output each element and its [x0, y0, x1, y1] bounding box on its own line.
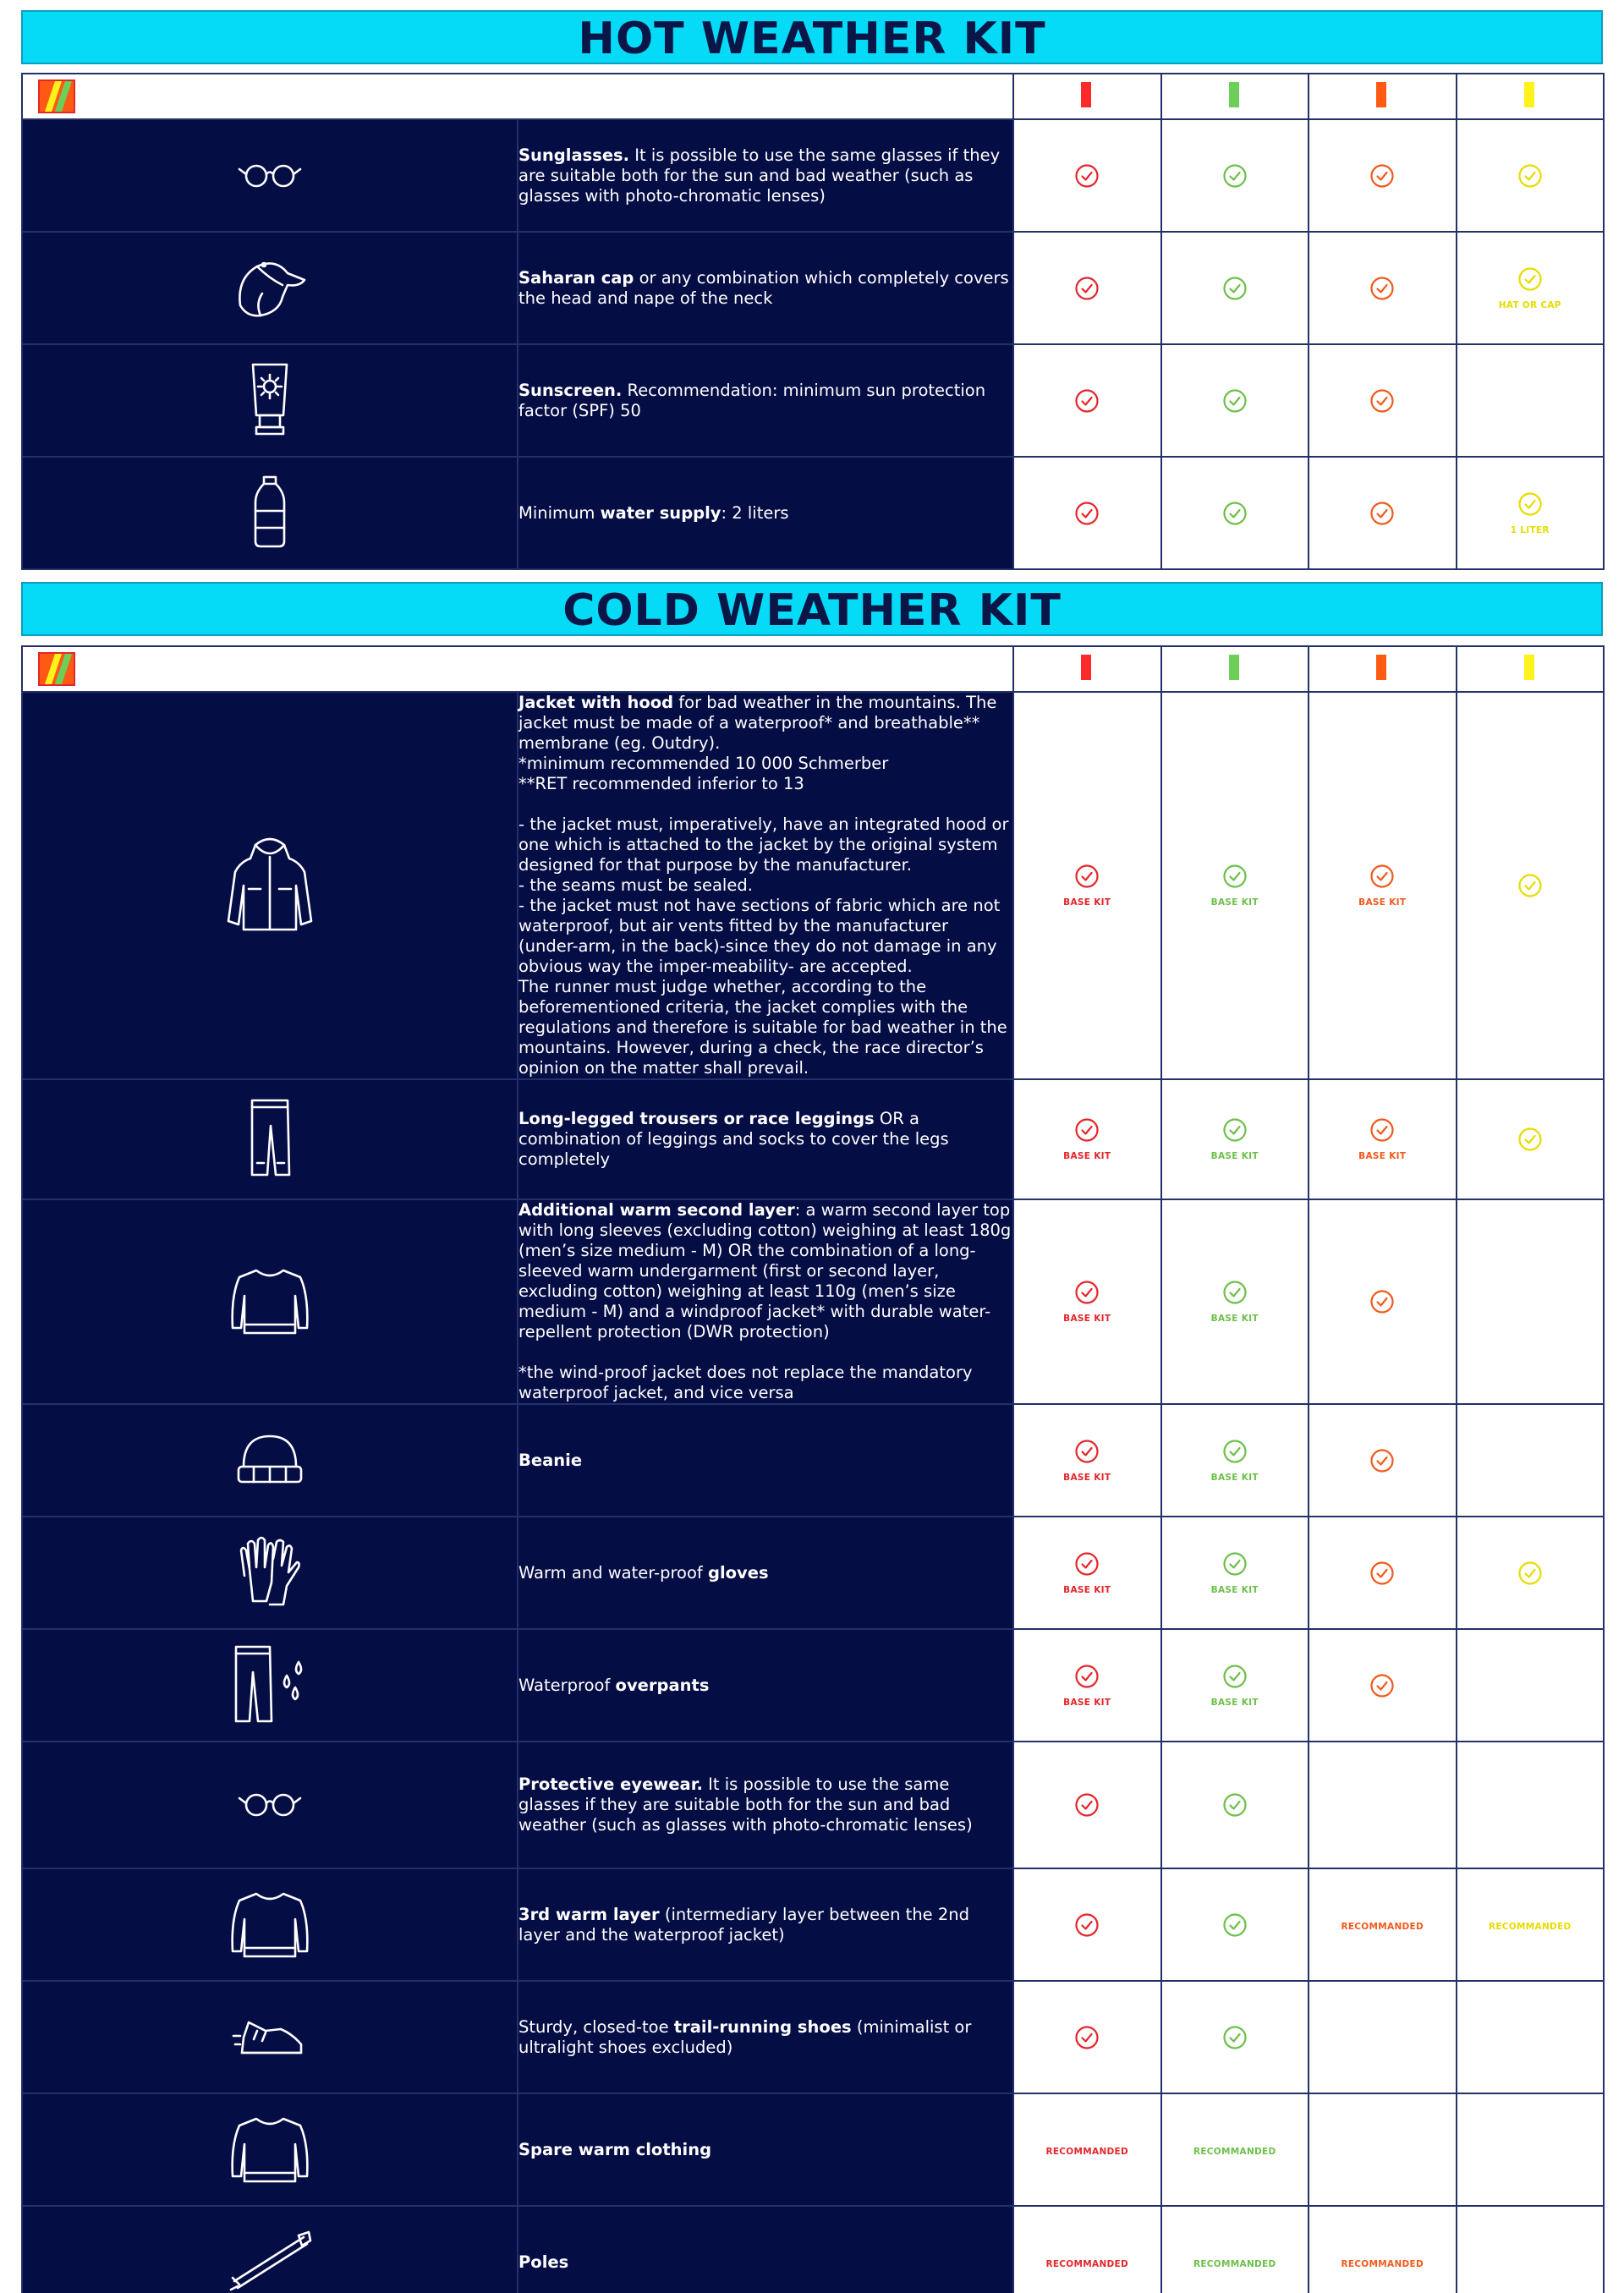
requirement-50k — [1309, 1404, 1457, 1517]
item-icon-cell — [22, 344, 518, 457]
required-check-icon — [1369, 504, 1395, 520]
cap-icon — [232, 253, 308, 324]
requirement-100m — [1013, 692, 1161, 1079]
requirement-50k — [1309, 2093, 1457, 2206]
race-logo-icon — [23, 88, 75, 104]
kit-row — [22, 119, 1604, 232]
requirement-20k — [1457, 1742, 1605, 1868]
kit-row — [22, 344, 1604, 457]
requirement-20k — [1457, 1868, 1605, 1981]
requirement-50k — [1309, 457, 1457, 569]
kit-row — [22, 457, 1604, 569]
category-50k — [1309, 646, 1457, 692]
kit-row — [22, 1981, 1604, 2093]
requirement-100k — [1161, 2206, 1309, 2293]
kit-row — [22, 2093, 1604, 2206]
requirement-note: BASE KIT — [1358, 897, 1407, 908]
required-check-icon — [1222, 392, 1248, 408]
requirement-100m — [1013, 1079, 1161, 1199]
requirement-100k — [1161, 2093, 1309, 2206]
item-description: Poles — [518, 2206, 1013, 2293]
kit-row — [22, 1199, 1604, 1404]
requirement-100k — [1161, 232, 1309, 344]
item-icon-cell — [22, 1868, 518, 1981]
item-description: Jacket with hood for bad weather in the mountains. The jacket must be made of a waterproof* and breathable** membrane (eg. Outdry). *minimum recommended 10 000 Schmerber **RET recommended inferior to 13 - the jacket must, imperatively, have an integrated hood or one which is attached to the jacket by the original system designed for that purpose by the manufacturer. - the seams must be sealed. - the jacket must not have sections of fabric which are not waterproof, but air vents fitted by the manufacturer (under-arm, in the back)-since they do not damage in any obvious way the imper-meability- are accepted. The runner must judge whether, according to the beforementioned criteria, the jacket complies with the regulations and therefore is suitable for bad weather in the mountains. However, during a check, the race director’s opinion on the matter shall prevail. — [518, 692, 1013, 1079]
beanie-icon — [232, 1429, 308, 1492]
category-100m — [1013, 74, 1161, 119]
requirement-50k — [1309, 1981, 1457, 2093]
gloves-icon — [236, 1533, 304, 1613]
requirement-note: BASE KIT — [1210, 1472, 1259, 1483]
requirement-50k — [1309, 344, 1457, 457]
item-description: Protective eyewear. It is possible to use the same glasses if they are suitable both for the sun and bad weather (such as glasses with photo-chromatic lenses) — [518, 1742, 1013, 1868]
required-check-icon — [1074, 167, 1100, 183]
requirement-100m — [1013, 1742, 1161, 1868]
requirement-50k — [1309, 1629, 1457, 1742]
requirement-note: BASE KIT — [1210, 1151, 1259, 1161]
requirement-note: BASE KIT — [1063, 1151, 1111, 1161]
requirement-100k — [1161, 119, 1309, 232]
required-check-icon — [1074, 1284, 1100, 1300]
item-description: Long-legged trousers or race leggings OR a combination of leggings and socks to cover the legs completely — [518, 1079, 1013, 1199]
requirement-20k — [1457, 2206, 1605, 2293]
required-check-icon — [1074, 1797, 1100, 1813]
requirement-note: BASE KIT — [1210, 1314, 1259, 1324]
kit-row — [22, 1517, 1604, 1629]
category-label — [1229, 655, 1239, 680]
requirement-100m — [1013, 1199, 1161, 1404]
required-check-icon — [1222, 279, 1248, 295]
requirement-100k — [1161, 1868, 1309, 1981]
warm-layer-icon — [228, 1885, 312, 1965]
requirement-note: BASE KIT — [1358, 1151, 1407, 1161]
item-icon-cell — [22, 457, 518, 569]
item-description: Sunscreen. Recommendation: minimum sun protection factor (SPF) 50 — [518, 344, 1013, 457]
recommended-label: RECOMMANDED — [1193, 2259, 1276, 2269]
required-check-icon — [1074, 392, 1100, 408]
required-check-icon — [1369, 1122, 1395, 1138]
hot-weather-title: HOT WEATHER KIT — [21, 10, 1603, 64]
required-check-icon — [1369, 167, 1395, 183]
requirement-50k — [1309, 1517, 1457, 1629]
requirement-note: BASE KIT — [1063, 1472, 1111, 1483]
requirement-100k — [1161, 1404, 1309, 1517]
requirement-20k — [1457, 1517, 1605, 1629]
required-check-icon — [1074, 1122, 1100, 1138]
hooded-jacket-icon — [223, 833, 316, 938]
requirement-20k — [1457, 1079, 1605, 1199]
requirement-100k — [1161, 1742, 1309, 1868]
required-check-icon — [1369, 1451, 1395, 1467]
sunglasses-icon — [236, 157, 304, 195]
required-check-icon — [1074, 2028, 1100, 2044]
hot-weather-table — [21, 73, 1605, 570]
required-check-icon — [1222, 504, 1248, 520]
required-check-icon — [1517, 1564, 1543, 1580]
requirement-100m — [1013, 232, 1161, 344]
requirement-note: HAT OR CAP — [1498, 299, 1561, 310]
race-logo-icon — [23, 661, 75, 677]
requirement-20k — [1457, 1629, 1605, 1742]
category-20k — [1457, 646, 1605, 692]
required-check-icon — [1369, 868, 1395, 884]
kit-row — [22, 692, 1604, 1079]
requirement-100k — [1161, 1199, 1309, 1404]
requirement-100m — [1013, 2206, 1161, 2293]
recommended-label: RECOMMANDED — [1045, 2259, 1129, 2269]
required-check-icon — [1222, 1442, 1248, 1458]
requirement-50k — [1309, 692, 1457, 1079]
requirement-note: BASE KIT — [1210, 1584, 1259, 1595]
item-description: 3rd warm layer (intermediary layer between the 2nd layer and the waterproof jacket) — [518, 1868, 1013, 1981]
recommended-label: RECOMMANDED — [1341, 1922, 1424, 1932]
item-icon-cell — [22, 1079, 518, 1199]
requirement-100m — [1013, 1517, 1161, 1629]
required-check-icon — [1369, 1676, 1395, 1692]
required-check-icon — [1074, 504, 1100, 520]
required-check-icon — [1369, 392, 1395, 408]
required-check-icon — [1222, 167, 1248, 183]
required-check-icon — [1517, 167, 1543, 183]
requirement-50k — [1309, 2206, 1457, 2293]
requirement-100k — [1161, 1517, 1309, 1629]
water-bottle-icon — [249, 474, 291, 553]
hot-header-row — [22, 74, 1604, 119]
required-check-icon — [1222, 1916, 1248, 1932]
item-icon-cell — [22, 119, 518, 232]
requirement-note: BASE KIT — [1210, 1697, 1259, 1708]
sweater-icon — [228, 1262, 312, 1341]
requirement-100k — [1161, 692, 1309, 1079]
required-check-icon — [1517, 495, 1543, 511]
requirement-50k — [1309, 119, 1457, 232]
requirement-20k — [1457, 457, 1605, 569]
required-check-icon — [1222, 2028, 1248, 2044]
requirement-note: BASE KIT — [1063, 1584, 1111, 1595]
item-icon-cell — [22, 2093, 518, 2206]
trousers-icon — [240, 1095, 299, 1183]
kit-row — [22, 1629, 1604, 1742]
category-label — [1376, 655, 1386, 680]
requirement-note: BASE KIT — [1063, 897, 1111, 908]
requirement-100k — [1161, 1981, 1309, 2093]
required-check-icon — [1074, 279, 1100, 295]
requirement-note: BASE KIT — [1063, 1697, 1111, 1708]
item-description: Saharan cap or any combination which completely covers the head and nape of the neck — [518, 232, 1013, 344]
item-icon-cell — [22, 1199, 518, 1404]
requirement-50k — [1309, 1079, 1457, 1199]
category-label — [1376, 82, 1386, 107]
kit-row — [22, 1079, 1604, 1199]
item-icon-cell — [22, 232, 518, 344]
logo-cell — [22, 74, 1013, 119]
item-description: Spare warm clothing — [518, 2093, 1013, 2206]
kit-row — [22, 1868, 1604, 1981]
requirement-100m — [1013, 2093, 1161, 2206]
recommended-label: RECOMMANDED — [1488, 1922, 1572, 1932]
required-check-icon — [1222, 1797, 1248, 1813]
sunscreen-icon — [244, 361, 295, 441]
item-icon-cell — [22, 1517, 518, 1629]
required-check-icon — [1074, 1555, 1100, 1571]
requirement-note: BASE KIT — [1210, 897, 1259, 908]
recommended-label: RECOMMANDED — [1193, 2147, 1276, 2157]
required-check-icon — [1222, 1555, 1248, 1571]
required-check-icon — [1517, 877, 1543, 893]
poles-icon — [228, 2227, 312, 2293]
required-check-icon — [1369, 1564, 1395, 1580]
item-description: Sturdy, closed-toe trail-running shoes (minimalist or ultralight shoes excluded) — [518, 1981, 1013, 2093]
requirement-100m — [1013, 1868, 1161, 1981]
item-description: Beanie — [518, 1404, 1013, 1517]
required-check-icon — [1222, 1122, 1248, 1138]
category-50k — [1309, 74, 1457, 119]
category-100k — [1161, 646, 1309, 692]
required-check-icon — [1222, 868, 1248, 884]
requirement-100m — [1013, 457, 1161, 569]
requirement-50k — [1309, 1199, 1457, 1404]
requirement-100k — [1161, 1629, 1309, 1742]
required-check-icon — [1517, 270, 1543, 286]
logo-cell — [22, 646, 1013, 692]
required-check-icon — [1222, 1284, 1248, 1300]
category-label — [1081, 82, 1091, 107]
requirement-50k — [1309, 232, 1457, 344]
kit-row — [22, 2206, 1604, 2293]
item-icon-cell — [22, 1404, 518, 1517]
item-description: Warm and water-proof gloves — [518, 1517, 1013, 1629]
overpants-icon — [228, 1642, 312, 1730]
item-description: Minimum water supply: 2 liters — [518, 457, 1013, 569]
cold-weather-table — [21, 645, 1605, 2293]
requirement-100m — [1013, 1629, 1161, 1742]
requirement-20k — [1457, 119, 1605, 232]
required-check-icon — [1074, 868, 1100, 884]
required-check-icon — [1074, 1667, 1100, 1683]
required-check-icon — [1074, 1916, 1100, 1932]
requirement-100m — [1013, 119, 1161, 232]
kit-row — [22, 1404, 1604, 1517]
item-icon-cell — [22, 1629, 518, 1742]
item-icon-cell — [22, 2206, 518, 2293]
requirement-20k — [1457, 1404, 1605, 1517]
eyewear-icon — [236, 1786, 304, 1824]
item-description: Additional warm second layer: a warm second layer top with long sleeves (excluding cotton) weighing at least 180g (men’s size medium - M) OR the combination of a long-sleeved warm undergarment (first or second layer, excluding cotton) weighing at least 110g (men’s size medium - M) and a windproof jacket* with durable water-repellent protection (DWR protection) *the wind-proof jacket does not replace the mandatory waterproof jacket, and vice versa — [518, 1199, 1013, 1404]
cold-weather-title: COLD WEATHER KIT — [21, 582, 1603, 636]
recommended-label: RECOMMANDED — [1045, 2147, 1129, 2157]
requirement-20k — [1457, 1981, 1605, 2093]
item-icon-cell — [22, 1981, 518, 2093]
category-100k — [1161, 74, 1309, 119]
requirement-100k — [1161, 1079, 1309, 1199]
category-20k — [1457, 74, 1605, 119]
required-check-icon — [1074, 1442, 1100, 1458]
requirement-20k — [1457, 344, 1605, 457]
item-description: Sunglasses. It is possible to use the same glasses if they are suitable both for the sun and bad weather (such as glasses with photo-chromatic lenses) — [518, 119, 1013, 232]
requirement-note: 1 LITER — [1510, 524, 1550, 535]
category-label — [1524, 82, 1534, 107]
category-label — [1524, 655, 1534, 680]
category-100m — [1013, 646, 1161, 692]
item-description: Waterproof overpants — [518, 1629, 1013, 1742]
trail-shoe-icon — [232, 2010, 308, 2065]
requirement-20k — [1457, 692, 1605, 1079]
kit-row — [22, 1742, 1604, 1868]
requirement-50k — [1309, 1868, 1457, 1981]
required-check-icon — [1222, 1667, 1248, 1683]
category-label — [1229, 82, 1239, 107]
requirement-100k — [1161, 457, 1309, 569]
requirement-note: BASE KIT — [1063, 1314, 1111, 1324]
cold-header-row — [22, 646, 1604, 692]
kit-row — [22, 232, 1604, 344]
required-check-icon — [1369, 279, 1395, 295]
requirement-20k — [1457, 2093, 1605, 2206]
requirement-50k — [1309, 1742, 1457, 1868]
requirement-20k — [1457, 232, 1605, 344]
spare-clothing-icon — [228, 2110, 312, 2190]
required-check-icon — [1369, 1293, 1395, 1309]
category-label — [1081, 655, 1091, 680]
requirement-100m — [1013, 344, 1161, 457]
requirement-100k — [1161, 344, 1309, 457]
recommended-label: RECOMMANDED — [1341, 2259, 1424, 2269]
requirement-100m — [1013, 1404, 1161, 1517]
requirement-100m — [1013, 1981, 1161, 2093]
required-check-icon — [1517, 1131, 1543, 1147]
item-icon-cell — [22, 1742, 518, 1868]
item-icon-cell — [22, 692, 518, 1079]
requirement-20k — [1457, 1199, 1605, 1404]
